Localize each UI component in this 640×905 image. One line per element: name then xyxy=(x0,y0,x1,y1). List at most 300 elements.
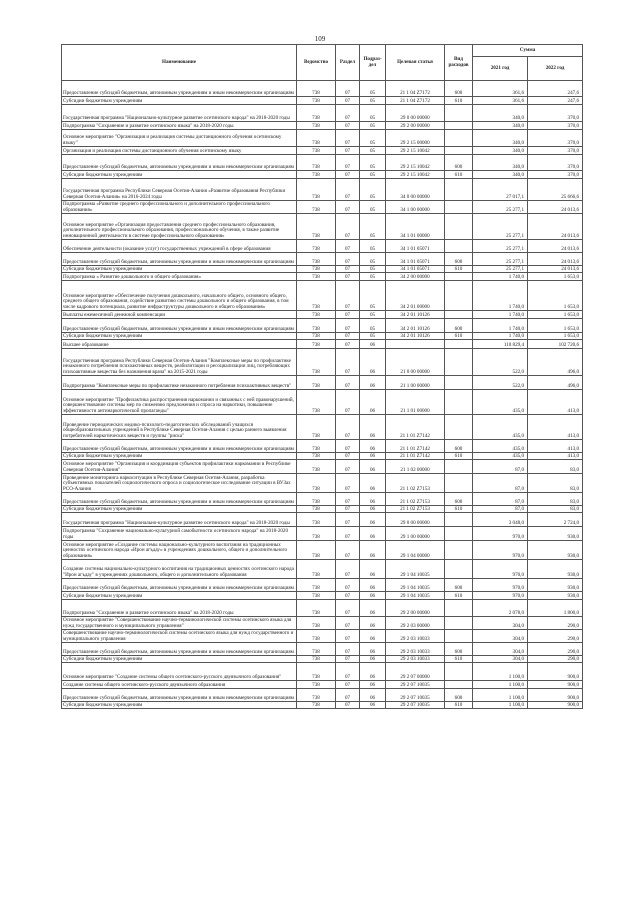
row-subsection: 06 xyxy=(360,493,386,506)
row-name: Подпрограмма «Развитие среднего профессионального и дополнительного профессионального образования» xyxy=(62,201,297,214)
row-target: 34 1 00 00000 xyxy=(386,201,445,214)
row-name: Государственная программа "Национально-культурное развитие осетинского народа" на 2018-2020 годы xyxy=(62,513,297,527)
row-dept: 738 xyxy=(297,253,336,266)
table-row xyxy=(62,130,583,147)
table-row xyxy=(62,579,583,592)
row-sum-2022: 102 720,6 xyxy=(528,340,583,349)
row-section: 07 xyxy=(336,147,360,155)
row-exp-type: 600 xyxy=(445,579,473,592)
row-sum-2021: 970,0 xyxy=(473,579,528,592)
row-sum-2021: 340,0 xyxy=(473,171,528,179)
row-name: Создание системы общего осетинского-русского двуязычного образования xyxy=(62,681,297,689)
table-row xyxy=(62,155,583,171)
row-target: 29 1 00 00000 xyxy=(386,527,445,541)
row-subsection: 05 xyxy=(360,130,386,147)
row-section: 07 xyxy=(336,340,360,349)
table-row xyxy=(62,333,583,340)
row-sum-2021: 970,0 xyxy=(473,560,528,579)
row-sum-2021: 304,0 xyxy=(473,656,528,663)
row-subsection: 06 xyxy=(360,453,386,460)
row-subsection: 05 xyxy=(360,311,386,319)
row-exp-type xyxy=(445,105,473,122)
row-sum-2021: 340,0 xyxy=(473,122,528,130)
row-section: 07 xyxy=(336,333,360,340)
row-sum-2021: 970,0 xyxy=(473,527,528,541)
row-sum-2022: 413,0 xyxy=(528,453,583,460)
row-exp-type xyxy=(445,376,473,390)
table-row xyxy=(62,541,583,560)
row-section: 07 xyxy=(336,579,360,592)
row-section: 07 xyxy=(336,376,360,390)
table-row xyxy=(62,179,583,201)
header-year-2021: 2021 год xyxy=(473,57,528,81)
row-sum-2021: 25 277,1 xyxy=(473,214,528,240)
row-section: 07 xyxy=(336,122,360,130)
row-target: 29 0 00 00000 xyxy=(386,513,445,527)
row-name: Подпрограмма "Сохранение и развитие осетинского языка" на 2018-2020 годы xyxy=(62,600,297,617)
header-section: Раздел xyxy=(336,45,360,81)
row-subsection: 06 xyxy=(360,415,386,440)
row-sum-2022: 930,0 xyxy=(528,579,583,592)
table-row xyxy=(62,617,583,630)
row-section: 07 xyxy=(336,643,360,656)
row-exp-type xyxy=(445,600,473,617)
row-section: 07 xyxy=(336,453,360,460)
row-name: Предоставление субсидий бюджетным, автономным учреждениям и иным некоммерческим организациям xyxy=(62,440,297,453)
row-target: 34 2 01 00000 xyxy=(386,281,445,311)
row-section: 07 xyxy=(336,415,360,440)
row-dept: 738 xyxy=(297,460,336,474)
row-name: Основное мероприятие "Профилактика распространения наркомании и связанных с ней правонарушений, совершенствование системы мер по снижению предложения и спроса на наркотики, повышение эффективности антинаркотической пропаганды" xyxy=(62,390,297,415)
row-target: 21 1 02 00000 xyxy=(386,460,445,474)
row-name: Субсидии бюджетным учреждениям xyxy=(62,702,297,709)
row-name: Основное мероприятие «Организация предоставления среднего профессионального образования, дополнительного профессионального образования, профессионального обучения, в также развитие инновационной деятельности в системе профессионального образования» xyxy=(62,214,297,240)
row-exp-type xyxy=(445,617,473,630)
row-section: 07 xyxy=(336,155,360,171)
row-name: Субсидии бюджетным учреждениям xyxy=(62,171,297,179)
table-row xyxy=(62,702,583,709)
row-sum-2022: 900,0 xyxy=(528,681,583,689)
header-dept: Ведомство xyxy=(297,45,336,81)
table-row xyxy=(62,105,583,122)
row-sum-2021: 435,0 xyxy=(473,415,528,440)
row-section: 07 xyxy=(336,266,360,273)
table-row xyxy=(62,681,583,689)
row-dept: 738 xyxy=(297,201,336,214)
row-sum-2022: 83,0 xyxy=(528,493,583,506)
row-sum-2022: 370,0 xyxy=(528,171,583,179)
row-exp-type: 610 xyxy=(445,592,473,600)
row-dept: 738 xyxy=(297,600,336,617)
row-target: 29 2 07 10035 xyxy=(386,702,445,709)
row-subsection: 05 xyxy=(360,155,386,171)
row-name: Субсидии бюджетным учреждениям xyxy=(62,506,297,513)
table-row xyxy=(62,600,583,617)
row-sum-2021: 25 277,1 xyxy=(473,266,528,273)
row-sum-2021: 1 100,0 xyxy=(473,689,528,702)
row-section: 07 xyxy=(336,171,360,179)
row-section: 07 xyxy=(336,97,360,105)
row-dept: 738 xyxy=(297,311,336,319)
table-row xyxy=(62,214,583,240)
row-dept: 738 xyxy=(297,513,336,527)
row-dept: 738 xyxy=(297,81,336,97)
table-row xyxy=(62,340,583,349)
row-section: 07 xyxy=(336,541,360,560)
row-dept: 738 xyxy=(297,493,336,506)
row-name: Предоставление субсидий бюджетным, автономным учреждениям и иным некоммерческим организациям xyxy=(62,81,297,97)
row-section: 07 xyxy=(336,527,360,541)
row-name: Подпрограмма "Сохранение и развитие осетинского языка" на 2018-2020 годы xyxy=(62,122,297,130)
row-exp-type: 600 xyxy=(445,155,473,171)
row-sum-2021: 970,0 xyxy=(473,592,528,600)
row-section: 07 xyxy=(336,105,360,122)
row-sum-2021: 25 277,1 xyxy=(473,201,528,214)
row-target: 29 2 07 10035 xyxy=(386,681,445,689)
row-sum-2022: 24 013,6 xyxy=(528,201,583,214)
row-dept: 738 xyxy=(297,474,336,493)
row-sum-2021: 1 740,0 xyxy=(473,281,528,311)
table-row xyxy=(62,513,583,527)
row-sum-2022: 1 653,0 xyxy=(528,311,583,319)
row-subsection: 06 xyxy=(360,513,386,527)
row-dept: 738 xyxy=(297,617,336,630)
row-section: 07 xyxy=(336,592,360,600)
row-dept: 738 xyxy=(297,630,336,643)
table-row xyxy=(62,97,583,105)
row-dept: 738 xyxy=(297,663,336,681)
row-subsection: 06 xyxy=(360,592,386,600)
row-subsection: 05 xyxy=(360,81,386,97)
table-row xyxy=(62,273,583,281)
row-target: 29 2 03 10033 xyxy=(386,630,445,643)
header-name: Наименование xyxy=(62,45,297,81)
row-sum-2021: 25 277,1 xyxy=(473,253,528,266)
row-name: Предоставление субсидий бюджетным, автономным учреждениям и иным некоммерческим организациям xyxy=(62,155,297,171)
row-section: 07 xyxy=(336,663,360,681)
row-dept: 738 xyxy=(297,440,336,453)
row-dept: 738 xyxy=(297,592,336,600)
row-sum-2021: 87,0 xyxy=(473,493,528,506)
row-name: Высшее образование xyxy=(62,340,297,349)
row-name: Предоставление субсидий бюджетным, автономным учреждениям и иным некоммерческим организациям xyxy=(62,493,297,506)
row-target: 29 2 15 10042 xyxy=(386,147,445,155)
table-row xyxy=(62,592,583,600)
row-subsection: 06 xyxy=(360,702,386,709)
row-sum-2022: 496,0 xyxy=(528,349,583,376)
row-target: 29 2 03 00000 xyxy=(386,617,445,630)
row-sum-2021: 1 100,0 xyxy=(473,681,528,689)
row-dept: 738 xyxy=(297,643,336,656)
row-subsection: 05 xyxy=(360,281,386,311)
row-dept: 738 xyxy=(297,506,336,513)
row-sum-2021: 522,0 xyxy=(473,349,528,376)
row-sum-2021: 87,0 xyxy=(473,474,528,493)
row-sum-2021: 340,0 xyxy=(473,130,528,147)
row-sum-2022: 1 653,0 xyxy=(528,281,583,311)
row-target: 21 1 02 Z7153 xyxy=(386,474,445,493)
row-sum-2021: 87,0 xyxy=(473,460,528,474)
row-sum-2021: 2 078,0 xyxy=(473,600,528,617)
row-sum-2022: 290,0 xyxy=(528,617,583,630)
row-sum-2022: 930,0 xyxy=(528,560,583,579)
row-target: 29 2 03 10033 xyxy=(386,643,445,656)
row-subsection: 05 xyxy=(360,147,386,155)
row-section: 07 xyxy=(336,617,360,630)
row-name: Субсидии бюджетным учреждениям xyxy=(62,453,297,460)
row-sum-2022: 24 013,6 xyxy=(528,253,583,266)
row-exp-type xyxy=(445,201,473,214)
row-sum-2022: 247,6 xyxy=(528,81,583,97)
row-dept: 738 xyxy=(297,179,336,201)
row-subsection: 06 xyxy=(360,617,386,630)
row-name: Проведение периодических медико-психолого-педагогических обследований учащихся общеобразовательных учреждений в Республике Северная Осетия-Алания с целью раннего выявления потребителей наркотических веществ и группы "риска" xyxy=(62,415,297,440)
row-target: 21 1 01 Z7142 xyxy=(386,440,445,453)
row-sum-2022: 900,0 xyxy=(528,689,583,702)
row-target: 34 1 01 05071 xyxy=(386,266,445,273)
row-exp-type: 600 xyxy=(445,81,473,97)
row-dept: 738 xyxy=(297,579,336,592)
row-name: Подпрограмма "Сохранение национально-культурной самобытности осетинского народа" на 2018-2020 годы xyxy=(62,527,297,541)
row-subsection: 06 xyxy=(360,579,386,592)
row-target: 21 1 02 Z7153 xyxy=(386,506,445,513)
row-exp-type: 600 xyxy=(445,440,473,453)
row-section: 07 xyxy=(336,474,360,493)
table-row xyxy=(62,560,583,579)
table-row xyxy=(62,630,583,643)
row-target: 29 1 04 00000 xyxy=(386,541,445,560)
row-exp-type xyxy=(445,214,473,240)
row-name: Предоставление субсидий бюджетным, автономным учреждениям и иным некоммерческим организациям xyxy=(62,319,297,333)
row-sum-2021: 1 100,0 xyxy=(473,702,528,709)
row-exp-type xyxy=(445,281,473,311)
row-sum-2021: 25 277,1 xyxy=(473,240,528,253)
row-exp-type xyxy=(445,527,473,541)
row-name: Создание системы национально-культурного воспитания на традиционных ценностях осетинского народа "Ирон агъдау" в учреждениях дошкольного, общего и дополнительного образования xyxy=(62,560,297,579)
row-sum-2022: 413,0 xyxy=(528,390,583,415)
row-section: 07 xyxy=(336,281,360,311)
row-sum-2022: 290,0 xyxy=(528,630,583,643)
row-section: 07 xyxy=(336,600,360,617)
budget-table xyxy=(61,44,583,709)
row-target: 21 1 02 Z7153 xyxy=(386,493,445,506)
row-target: 29 0 00 00000 xyxy=(386,105,445,122)
row-sum-2022: 1 653,0 xyxy=(528,319,583,333)
row-name: Субсидии бюджетным учреждениям xyxy=(62,333,297,340)
row-section: 07 xyxy=(336,630,360,643)
row-dept: 738 xyxy=(297,214,336,240)
row-target: 21 1 00 00000 xyxy=(386,376,445,390)
row-subsection: 05 xyxy=(360,122,386,130)
row-subsection: 06 xyxy=(360,340,386,349)
row-subsection: 06 xyxy=(360,681,386,689)
row-exp-type xyxy=(445,349,473,376)
row-sum-2022: 290,0 xyxy=(528,656,583,663)
row-name: Предоставление субсидий бюджетным, автономным учреждениям и иным некоммерческим организациям xyxy=(62,579,297,592)
table-row xyxy=(62,201,583,214)
row-sum-2022: 1 800,0 xyxy=(528,600,583,617)
row-exp-type xyxy=(445,147,473,155)
row-sum-2022: 247,6 xyxy=(528,97,583,105)
table-row xyxy=(62,266,583,273)
row-name: Выплаты ежемесячной денежной компенсации xyxy=(62,311,297,319)
row-sum-2022: 900,0 xyxy=(528,702,583,709)
row-sum-2021: 970,0 xyxy=(473,541,528,560)
row-sum-2022: 83,0 xyxy=(528,506,583,513)
row-section: 07 xyxy=(336,179,360,201)
row-sum-2021: 304,0 xyxy=(473,643,528,656)
row-sum-2021: 1 740,0 xyxy=(473,319,528,333)
row-name: Предоставление субсидий бюджетным, автономным учреждениям и иным некоммерческим организациям xyxy=(62,253,297,266)
row-sum-2022: 900,0 xyxy=(528,663,583,681)
table-row xyxy=(62,440,583,453)
row-exp-type: 600 xyxy=(445,319,473,333)
row-dept: 738 xyxy=(297,689,336,702)
header-exp-type: Вид расходов xyxy=(445,45,473,81)
row-target: 34 2 01 10126 xyxy=(386,319,445,333)
row-exp-type xyxy=(445,273,473,281)
row-target: 29 2 07 10035 xyxy=(386,689,445,702)
row-exp-type xyxy=(445,311,473,319)
row-dept: 738 xyxy=(297,273,336,281)
row-dept: 738 xyxy=(297,702,336,709)
row-subsection: 06 xyxy=(360,474,386,493)
table-row xyxy=(62,147,583,155)
row-subsection: 06 xyxy=(360,527,386,541)
row-target: 29 1 04 10035 xyxy=(386,592,445,600)
row-name: Подпрограмма "Комплексные меры по профилактике незаконного потребления психоактивных веществ" xyxy=(62,376,297,390)
row-name: Государственная программа "Национально-культурное развитие осетинского народа" на 2018-2020 годы xyxy=(62,105,297,122)
row-target: 29 1 04 10035 xyxy=(386,560,445,579)
row-exp-type: 610 xyxy=(445,266,473,273)
row-section: 07 xyxy=(336,440,360,453)
table-row xyxy=(62,493,583,506)
row-section: 07 xyxy=(336,253,360,266)
row-target: 29 2 15 10042 xyxy=(386,171,445,179)
row-subsection: 06 xyxy=(360,390,386,415)
row-target: 34 1 01 00000 xyxy=(386,214,445,240)
row-name: Основное мероприятие "Организация и координация субъектов профилактики наркомании в Республике Северная Осетия-Алания" xyxy=(62,460,297,474)
table-row xyxy=(62,453,583,460)
row-exp-type xyxy=(445,122,473,130)
row-exp-type: 610 xyxy=(445,97,473,105)
row-subsection: 06 xyxy=(360,560,386,579)
row-dept: 738 xyxy=(297,453,336,460)
row-section: 07 xyxy=(336,506,360,513)
row-dept: 738 xyxy=(297,281,336,311)
row-exp-type xyxy=(445,240,473,253)
row-section: 07 xyxy=(336,81,360,97)
row-sum-2022: 24 013,6 xyxy=(528,240,583,253)
row-sum-2021: 340,0 xyxy=(473,105,528,122)
table-row xyxy=(62,656,583,663)
row-sum-2022: 1 653,0 xyxy=(528,273,583,281)
header-subsection: Подраз-дел xyxy=(360,45,386,81)
row-target: 29 1 04 10035 xyxy=(386,579,445,592)
table-row xyxy=(62,474,583,493)
row-section: 07 xyxy=(336,390,360,415)
row-name: Основное мероприятие "Создание системы общего осетинского-русского двуязычного образования" xyxy=(62,663,297,681)
row-subsection: 06 xyxy=(360,506,386,513)
row-target: 21 1 01 Z7142 xyxy=(386,415,445,440)
row-exp-type: 610 xyxy=(445,702,473,709)
row-sum-2021: 87,0 xyxy=(473,506,528,513)
row-subsection: 06 xyxy=(360,663,386,681)
row-section: 07 xyxy=(336,513,360,527)
row-exp-type xyxy=(445,663,473,681)
table-row xyxy=(62,460,583,474)
row-exp-type xyxy=(445,513,473,527)
table-row xyxy=(62,643,583,656)
row-target: 21 1 04 Z7172 xyxy=(386,81,445,97)
row-name: Основное мероприятие "Совершенствование научно-терминологической системы осетинского языка для нужд государственного и муниципального управления" xyxy=(62,617,297,630)
row-sum-2021: 340,0 xyxy=(473,147,528,155)
row-subsection: 06 xyxy=(360,656,386,663)
row-sum-2021: 340,0 xyxy=(473,155,528,171)
row-target xyxy=(386,340,445,349)
row-exp-type: 600 xyxy=(445,493,473,506)
row-section: 07 xyxy=(336,201,360,214)
row-dept: 738 xyxy=(297,681,336,689)
row-name: Предоставление субсидий бюджетным, автономным учреждениям и иным некоммерческим организациям xyxy=(62,643,297,656)
row-subsection: 05 xyxy=(360,179,386,201)
table-row xyxy=(62,527,583,541)
row-dept: 738 xyxy=(297,560,336,579)
table-row xyxy=(62,81,583,97)
row-exp-type xyxy=(445,390,473,415)
row-exp-type xyxy=(445,541,473,560)
row-target: 21 0 00 00000 xyxy=(386,349,445,376)
row-section: 07 xyxy=(336,349,360,376)
row-dept: 738 xyxy=(297,319,336,333)
row-section: 07 xyxy=(336,319,360,333)
row-exp-type: 610 xyxy=(445,656,473,663)
row-sum-2022: 370,0 xyxy=(528,130,583,147)
row-subsection: 05 xyxy=(360,266,386,273)
row-exp-type xyxy=(445,681,473,689)
row-target: 29 2 03 10033 xyxy=(386,656,445,663)
row-subsection: 05 xyxy=(360,319,386,333)
row-sum-2021: 522,0 xyxy=(473,376,528,390)
row-subsection: 05 xyxy=(360,333,386,340)
row-sum-2021: 3 048,0 xyxy=(473,513,528,527)
row-subsection: 06 xyxy=(360,630,386,643)
row-dept: 738 xyxy=(297,333,336,340)
row-sum-2021: 304,0 xyxy=(473,630,528,643)
row-name: Субсидии бюджетным учреждениям xyxy=(62,592,297,600)
table-row xyxy=(62,311,583,319)
row-name: Организация и реализация системы дистанционного обучения осетинскому языку xyxy=(62,147,297,155)
row-name: Субсидии бюджетным учреждениям xyxy=(62,266,297,273)
row-name: Подпрограмма « Развитие дошкольного и общего образования» xyxy=(62,273,297,281)
row-name: Обеспечение деятельности (оказание услуг) государственных учреждений в сфере образования xyxy=(62,240,297,253)
row-name: Предоставление субсидий бюджетным, автономным учреждениям и иным некоммерческим организациям xyxy=(62,689,297,702)
row-section: 07 xyxy=(336,560,360,579)
table-row xyxy=(62,281,583,311)
row-name: Основное мероприятие «Обеспечение получения дошкольного, начального общего, основного общего, среднего общего образования, содействие развитию системы дошкольного и общего образования, в том числе кадрового потенциала, развитие инфраструктуры дошкольного и общего образования» xyxy=(62,281,297,311)
row-dept: 738 xyxy=(297,266,336,273)
row-dept: 738 xyxy=(297,97,336,105)
row-name: Государственная программа Республики Северная Осетия-Алания "Комплексные меры по профилактике незаконного потребления психоактивных веществ, реабилитации и ресоциализации лиц, потребляющих психоактивные вещества без назначения врача" на 2015-2021 годы xyxy=(62,349,297,376)
row-sum-2021: 1 740,0 xyxy=(473,333,528,340)
row-target: 29 2 00 00000 xyxy=(386,122,445,130)
row-sum-2021: 1 100,0 xyxy=(473,663,528,681)
row-subsection: 06 xyxy=(360,643,386,656)
row-sum-2022: 290,0 xyxy=(528,643,583,656)
row-dept: 738 xyxy=(297,527,336,541)
row-subsection: 06 xyxy=(360,600,386,617)
row-target: 34 2 01 10126 xyxy=(386,333,445,340)
